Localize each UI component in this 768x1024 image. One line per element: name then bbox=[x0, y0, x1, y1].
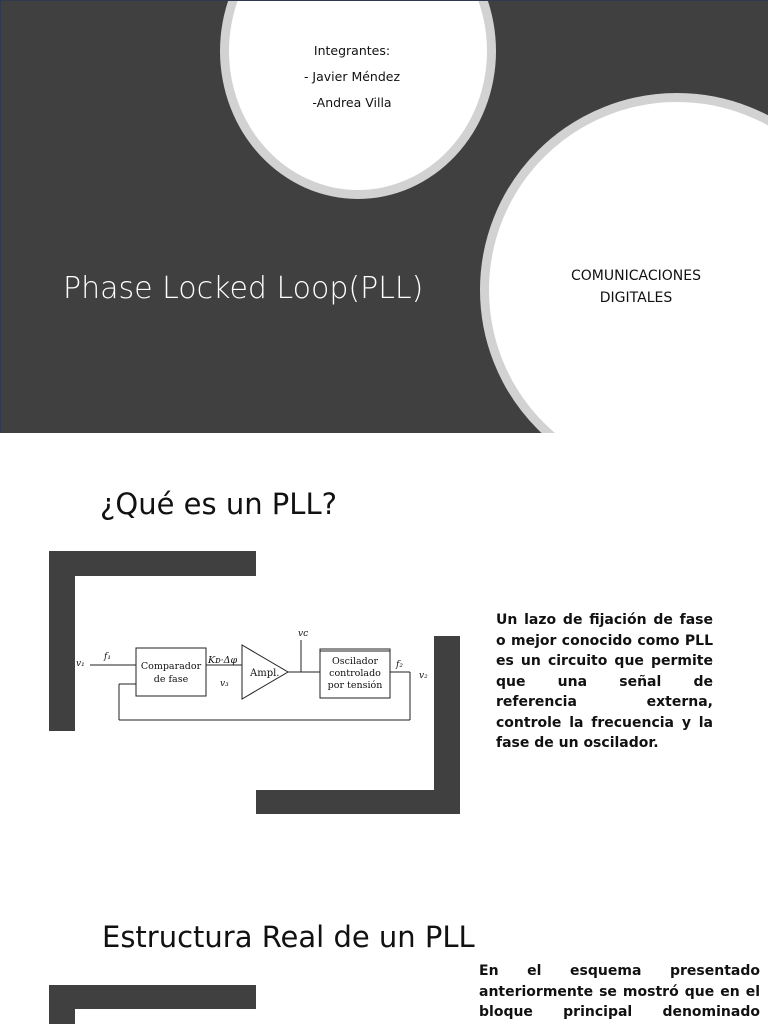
vco-label: Oscilador bbox=[331, 656, 379, 667]
member-name: - Javier Méndez bbox=[303, 69, 401, 84]
label-v2: v₂ bbox=[419, 671, 428, 681]
member-name: -Andrea Villa bbox=[312, 95, 392, 110]
slide-title: Estructura Real de un PLL bbox=[102, 920, 475, 954]
label-kd: Kᴅ·Δφ bbox=[208, 655, 238, 666]
label-f1: f₁ bbox=[104, 652, 111, 662]
frame-bar-top bbox=[49, 985, 256, 1009]
vco-label: por tensión bbox=[327, 680, 383, 691]
presentation-title: Phase Locked Loop(PLL) bbox=[63, 271, 424, 306]
frame-bar-top bbox=[49, 551, 256, 576]
label-vc: vᴄ bbox=[298, 629, 309, 639]
comparator-label: de fase bbox=[153, 674, 189, 685]
subject-line: COMUNICACIONES bbox=[571, 268, 701, 284]
pll-description: Un lazo de fijación de fase o mejor conocido como PLL es un circuito que permite que una señal de referencia externa, controle la frecuencia y la fase de un oscilador. bbox=[496, 612, 713, 751]
pll-block-diagram bbox=[70, 622, 450, 732]
label-v1: v₁ bbox=[76, 659, 85, 669]
subject-line: DIGITALES bbox=[599, 290, 673, 306]
members-block bbox=[261, 38, 443, 116]
subject-circle bbox=[480, 93, 768, 433]
frame-bar-bottom bbox=[256, 790, 460, 814]
slide-title: ¿Qué es un PLL? bbox=[100, 487, 337, 521]
amplifier-label: Ampl. bbox=[250, 668, 280, 679]
frame-bar-left bbox=[49, 985, 75, 1024]
title-slide bbox=[0, 0, 768, 433]
members-heading: Integrantes: bbox=[313, 43, 391, 58]
label-f2: f₂ bbox=[396, 660, 403, 670]
label-v3: v₃ bbox=[220, 679, 229, 689]
comparator-label: Comparador bbox=[140, 661, 202, 672]
structure-description: En el esquema presentado anteriormente se mostró que en el bloque principal denominado bbox=[479, 963, 760, 1020]
vco-label: controlado bbox=[329, 668, 381, 679]
subject-label bbox=[541, 265, 731, 309]
